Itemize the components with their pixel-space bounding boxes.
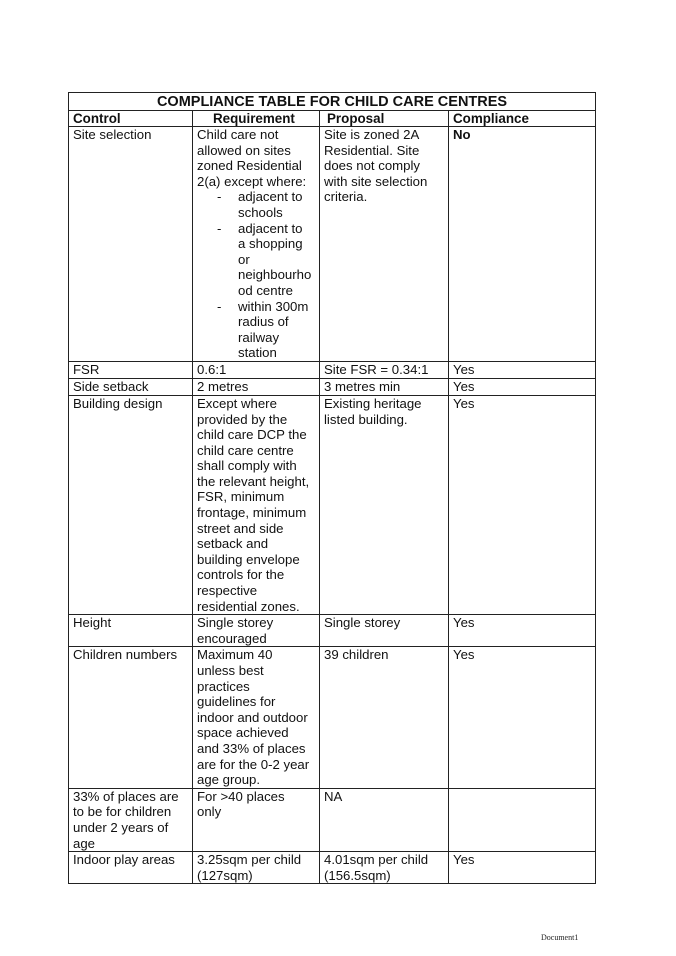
bullet-line: a shopping [238, 236, 303, 252]
requirement-line: setback and [197, 536, 269, 552]
control-line: to be for children [73, 804, 172, 820]
table-row [69, 852, 596, 884]
table-row [69, 647, 596, 788]
requirement-line: age group. [197, 772, 261, 788]
requirement-line: 3.25sqm per child [197, 852, 302, 868]
bullet-line: neighbourho [238, 267, 312, 283]
requirement-line: Except where [197, 395, 277, 411]
bullet-line: station [238, 345, 277, 361]
table-row [69, 395, 596, 614]
dash-bullet-icon: - [217, 220, 222, 236]
cell-requirement [193, 395, 320, 614]
table-title: COMPLIANCE TABLE FOR CHILD CARE CENTRES [69, 93, 596, 111]
requirement-line: child care centre [197, 442, 294, 458]
table-row [69, 378, 596, 395]
control-line: 33% of places are [73, 788, 179, 804]
bullet-line: od centre [238, 282, 293, 298]
requirement-line: only [197, 804, 222, 820]
dash-bullet-icon: - [217, 189, 222, 205]
header-requirement: Requirement [193, 111, 320, 127]
proposal-line: Single storey [324, 615, 401, 631]
requirement-bullet [211, 299, 316, 361]
cell-proposal [320, 395, 449, 614]
requirement-line: allowed on sites [197, 142, 291, 158]
requirement-line: zoned Residential [197, 158, 302, 174]
requirement-line: Single storey [197, 615, 274, 631]
header-control: Control [69, 111, 193, 127]
requirement-line: indoor and outdoor [197, 709, 308, 725]
requirement-line: 0.6:1 [197, 361, 227, 377]
cell-control: FSR [69, 361, 193, 378]
requirement-line: residential zones. [197, 598, 300, 614]
header-compliance: Compliance [449, 111, 596, 127]
proposal-line: 39 children [324, 647, 389, 663]
requirement-line: FSR, minimum [197, 489, 285, 505]
requirement-line: space achieved [197, 725, 289, 741]
table-title-row [69, 93, 596, 111]
requirement-line: street and side [197, 520, 284, 536]
cell-compliance: Yes [449, 395, 596, 614]
requirement-line: For >40 places [197, 788, 285, 804]
proposal-line: Residential. Site [324, 142, 420, 158]
cell-proposal [320, 127, 449, 362]
cell-requirement [193, 378, 320, 395]
proposal-line: listed building. [324, 411, 408, 427]
proposal-line: 4.01sqm per child [324, 852, 429, 868]
table-row [69, 788, 596, 851]
requirement-line: respective [197, 583, 258, 599]
requirement-line: the relevant height, [197, 473, 310, 489]
cell-compliance [449, 788, 596, 851]
proposal-line: NA [324, 788, 343, 804]
table-header-row [69, 111, 596, 127]
bullet-line: railway [238, 329, 280, 345]
cell-proposal [320, 788, 449, 851]
requirement-line: (127sqm) [197, 867, 253, 883]
cell-proposal [320, 378, 449, 395]
cell-control: Building design [69, 395, 193, 614]
cell-compliance: Yes [449, 378, 596, 395]
cell-requirement [193, 788, 320, 851]
requirement-line: 2 metres [197, 378, 249, 394]
cell-compliance: Yes [449, 361, 596, 378]
proposal-line: Existing heritage [324, 395, 422, 411]
bullet-line: radius of [238, 314, 289, 330]
document-footer: Document1 [541, 933, 579, 942]
proposal-line: Site FSR = 0.34:1 [324, 361, 429, 377]
compliance-table [68, 92, 596, 884]
cell-requirement [193, 852, 320, 884]
proposal-line: criteria. [324, 189, 368, 205]
table-row [69, 127, 596, 362]
cell-proposal [320, 647, 449, 788]
proposal-line: (156.5sqm) [324, 867, 391, 883]
proposal-line: does not comply [324, 158, 421, 174]
cell-requirement [193, 647, 320, 788]
requirement-bullet [211, 189, 316, 220]
cell-control [69, 788, 193, 851]
cell-control: Side setback [69, 378, 193, 395]
cell-requirement [193, 361, 320, 378]
cell-control: Site selection [69, 127, 193, 362]
cell-compliance: Yes [449, 647, 596, 788]
requirement-line: building envelope [197, 551, 300, 567]
bullet-line: schools [238, 204, 283, 220]
cell-control: Indoor play areas [69, 852, 193, 884]
requirement-line: controls for the [197, 567, 285, 583]
cell-compliance: Yes [449, 615, 596, 647]
cell-compliance: No [449, 127, 596, 362]
cell-proposal [320, 615, 449, 647]
bullet-line: within 300m [238, 298, 309, 314]
requirement-line: provided by the [197, 411, 288, 427]
cell-requirement [193, 615, 320, 647]
requirement-line: encouraged [197, 630, 267, 646]
control-line: under 2 years of [73, 819, 169, 835]
control-line: age [73, 835, 96, 851]
requirement-line: practices [197, 678, 250, 694]
proposal-line: 3 metres min [324, 378, 401, 394]
cell-compliance: Yes [449, 852, 596, 884]
cell-proposal [320, 852, 449, 884]
proposal-line: Site is zoned 2A [324, 127, 420, 142]
requirement-line: are for the 0-2 year [197, 756, 310, 772]
cell-control: Children numbers [69, 647, 193, 788]
requirement-line: frontage, minimum [197, 505, 307, 521]
dash-bullet-icon: - [217, 298, 222, 314]
header-proposal: Proposal [320, 111, 449, 127]
table-body [69, 127, 596, 884]
table-row [69, 615, 596, 647]
requirement-bullet [211, 221, 316, 299]
requirement-line: Child care not [197, 127, 279, 142]
requirement-line: unless best [197, 663, 264, 678]
cell-proposal [320, 361, 449, 378]
cell-control: Height [69, 615, 193, 647]
bullet-line: adjacent to [238, 189, 303, 205]
requirement-line: and 33% of places [197, 740, 306, 756]
bullet-line: or [238, 251, 250, 267]
bullet-line: adjacent to [238, 220, 303, 236]
requirement-line: shall comply with [197, 458, 297, 474]
requirement-line: child care DCP the [197, 427, 307, 443]
requirement-line: guidelines for [197, 694, 276, 710]
table-row [69, 361, 596, 378]
requirement-line: 2(a) except where: [197, 173, 307, 189]
requirement-line: Maximum 40 [197, 647, 273, 663]
cell-requirement [193, 127, 320, 362]
requirement-bullet-list [197, 189, 316, 361]
proposal-line: with site selection [324, 173, 428, 189]
